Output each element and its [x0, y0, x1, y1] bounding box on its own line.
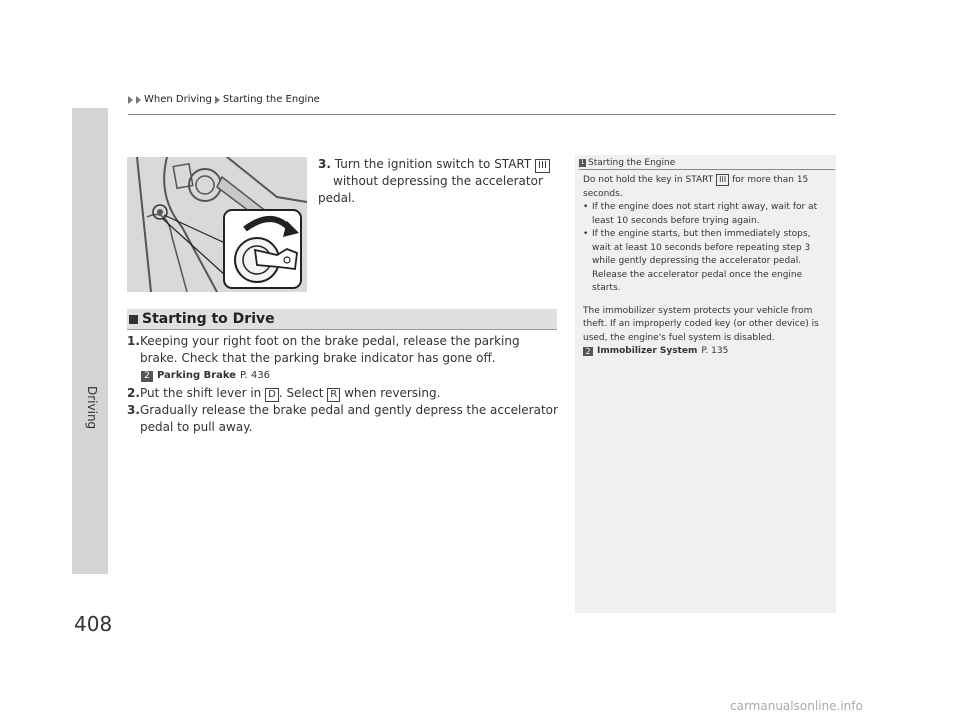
step-2-text-c: when reversing.: [344, 386, 441, 400]
side-note-paragraph: The immobilizer system protects your vehicle from theft. If an improperly coded key (or other device) is used, the engine's fuel system is disabled.: [583, 305, 819, 343]
ignition-illustration: [127, 157, 307, 292]
side-note-intro-b: for more than 15 seconds.: [583, 175, 809, 199]
parking-brake-reference[interactable]: [141, 369, 559, 383]
side-tab: [72, 108, 108, 574]
reference-arrow-icon: 2: [141, 371, 153, 382]
step-3-text: Turn the ignition switch to START: [334, 157, 532, 171]
side-note-intro: [583, 174, 831, 201]
step-2-text-b: . Select: [278, 386, 324, 400]
side-tab-label: Driving: [85, 386, 99, 430]
reference-title: Parking Brake: [157, 370, 237, 381]
key-label-drive: D: [265, 388, 279, 402]
side-note-rule: [579, 169, 835, 170]
breadcrumb: [128, 94, 323, 105]
step-number: 1.: [127, 334, 140, 348]
breadcrumb-arrow-icon: [136, 96, 141, 104]
step-1-text: Keeping your right foot on the brake pedal, release the parking brake. Check that the parking brake indicator has gone off.: [140, 334, 520, 365]
step-3-text-cont: without depressing the accelerator pedal.: [318, 174, 543, 205]
header-rule: [128, 114, 836, 115]
side-note-bullet: • If the engine starts, but then immediately stops, wait at least 10 seconds before repeating step 3 while gently depressing the accelerator pedal. Release the accelerator pedal once the engine starts.: [583, 228, 831, 296]
reference-page: P. 135: [701, 346, 729, 356]
ignition-key-icon: [127, 157, 307, 292]
breadcrumb-arrow-icon: [215, 96, 220, 104]
immobilizer-reference[interactable]: [583, 345, 831, 359]
step-number: 3.: [127, 403, 140, 417]
reference-title: Immobilizer System: [597, 346, 698, 356]
step-2-text-a: Put the shift lever in: [140, 386, 262, 400]
section-square-icon: [129, 315, 138, 324]
reference-arrow-icon: 2: [583, 347, 593, 356]
step-3-ignition: [318, 156, 558, 207]
page-number: 408: [74, 612, 113, 636]
step-3-drive-text: Gradually release the brake pedal and gently depress the accelerator pedal to pull away.: [140, 403, 558, 434]
reference-page: P. 436: [240, 370, 270, 381]
watermark: carmanualsonline.info: [730, 699, 863, 713]
step-1: [127, 333, 559, 367]
breadcrumb-item-when-driving[interactable]: When Driving: [144, 94, 212, 105]
steps-list: [127, 333, 559, 436]
key-label-start: III: [535, 159, 550, 173]
side-note-bullet: • If the engine does not start right away, wait for at least 10 seconds before trying again.: [583, 201, 831, 228]
side-note-panel: [575, 155, 836, 613]
section-title: Starting to Drive: [142, 311, 275, 327]
step-2: [127, 385, 559, 402]
section-header: [127, 309, 557, 330]
step-3-drive: [127, 402, 559, 436]
side-note-title: [579, 158, 675, 168]
breadcrumb-item-starting-engine[interactable]: Starting the Engine: [222, 94, 320, 105]
side-note-title-text: Starting the Engine: [588, 158, 676, 168]
note-icon: 1: [580, 159, 585, 166]
side-note-intro-a: Do not hold the key in START: [583, 175, 714, 185]
step-number: 3.: [318, 157, 331, 171]
key-label-reverse: R: [327, 388, 340, 402]
side-note-body: [583, 174, 831, 359]
key-label-start: III: [716, 174, 729, 186]
breadcrumb-arrow-icon: [128, 96, 133, 104]
step-number: 2.: [127, 386, 140, 400]
